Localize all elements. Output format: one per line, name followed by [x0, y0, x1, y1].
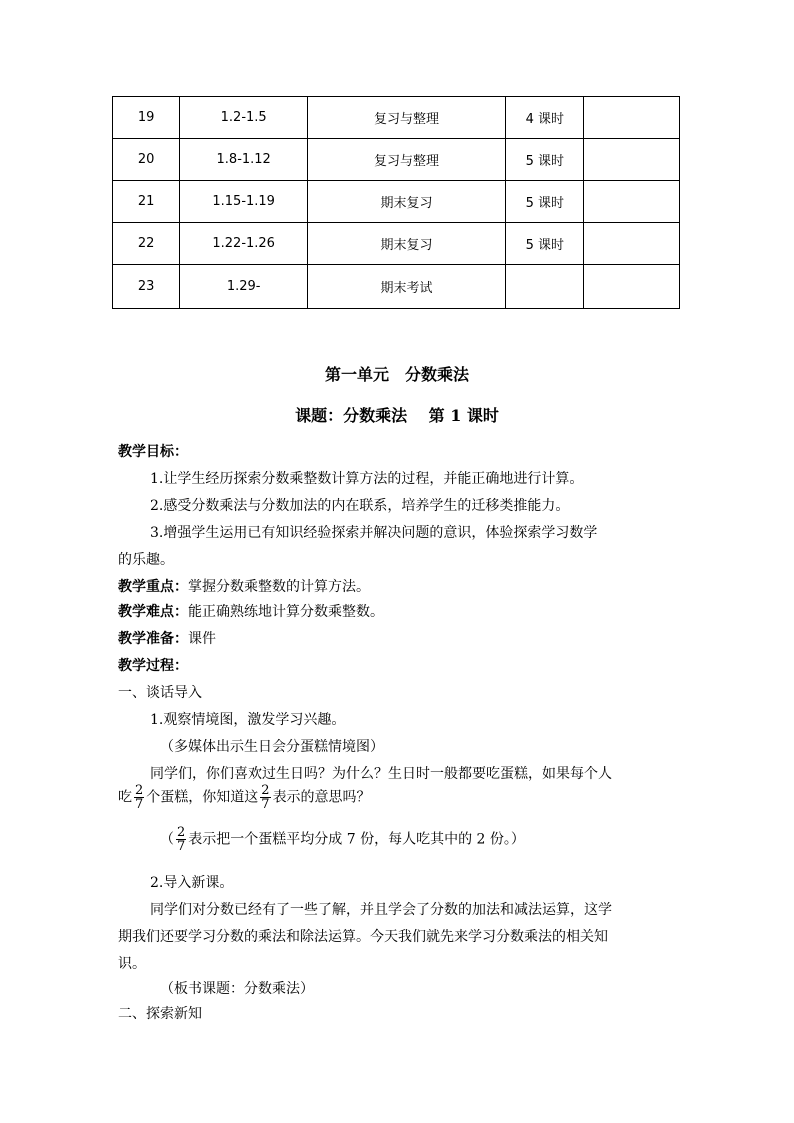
table-row	[113, 97, 680, 139]
media-note: （多媒体出示生日会分蛋糕情境图）	[160, 739, 384, 755]
table-row	[113, 223, 680, 265]
objective-item: 2.感受分数乘法与分数加法的内在联系，培养学生的迁移类推能力。	[150, 498, 570, 514]
hours-cell: 5 课时	[506, 139, 584, 181]
table-row	[113, 265, 680, 309]
week-cell: 19	[113, 97, 180, 139]
dates-cell: 1.2-1.5	[180, 97, 308, 139]
fraction: $\frac{2}{7}$	[261, 783, 270, 812]
content-cell: 期末复习	[308, 181, 506, 223]
intro-line: 同学们对分数已经有了一些了解，并且学会了分数的加法和减法运算，这学	[150, 902, 612, 918]
week-cell: 22	[113, 223, 180, 265]
difficulty: 教学难点：能正确熟练地计算分数乘整数。	[118, 604, 384, 620]
section-heading: 一、谈话导入	[118, 685, 202, 701]
hours-cell: 5 课时	[506, 223, 584, 265]
intro-line: 期我们还要学习分数的乘法和除法运算。今天我们就先来学习分数乘法的相关知	[118, 929, 608, 945]
dialog-line: 同学们，你们喜欢过生日吗？为什么？生日时一般都要吃蛋糕，如果每个人	[150, 766, 612, 782]
board-note: （板书课题：分数乘法）	[160, 981, 314, 997]
schedule-table	[112, 96, 680, 309]
table-row	[113, 181, 680, 223]
dates-cell: 1.8-1.12	[180, 139, 308, 181]
hours-cell: 4 课时	[506, 97, 584, 139]
note-cell	[584, 181, 680, 223]
objective-item: 1.让学生经历探索分数乘整数计算方法的过程，并能正确地进行计算。	[150, 471, 584, 487]
week-cell: 23	[113, 265, 180, 309]
content-cell: 期末复习	[308, 223, 506, 265]
key-point: 教学重点：掌握分数乘整数的计算方法。	[118, 579, 370, 595]
unit-title: 第一单元 分数乘法	[324, 365, 469, 384]
dates-cell: 1.29-	[180, 265, 308, 309]
week-cell: 21	[113, 181, 180, 223]
objective-item: 的乐趣。	[118, 552, 174, 568]
objectives-heading: 教学目标：	[118, 444, 188, 460]
answer-line: （ $\frac{2}{7}$ 表示把一个蛋糕平均分成 7 份，每人吃其中的 2 份。）	[160, 825, 525, 854]
fraction: $\frac{2}{7}$	[135, 783, 144, 812]
note-cell	[584, 223, 680, 265]
dates-cell: 1.22-1.26	[180, 223, 308, 265]
dialog-line: 吃 $\frac{2}{7}$ 个蛋糕，你知道这 $\frac{2}{7}$ 表示的意思吗？	[118, 783, 371, 812]
section-heading: 二、探索新知	[118, 1006, 202, 1022]
week-cell: 20	[113, 139, 180, 181]
objective-item: 3.增强学生运用已有知识经验探索并解决问题的意识，体验探索学习数学	[150, 525, 598, 541]
dates-cell: 1.15-1.19	[180, 181, 308, 223]
hours-cell: 5 课时	[506, 181, 584, 223]
table-row	[113, 139, 680, 181]
note-cell	[584, 265, 680, 309]
content-cell: 复习与整理	[308, 97, 506, 139]
process-heading: 教学过程：	[118, 658, 188, 674]
preparation: 教学准备：课件	[118, 631, 216, 647]
step-item: 1.观察情境图，激发学习兴趣。	[150, 712, 346, 728]
content-cell: 复习与整理	[308, 139, 506, 181]
hours-cell	[506, 265, 584, 309]
content-cell: 期末考试	[308, 265, 506, 309]
fraction: $\frac{2}{7}$	[177, 825, 186, 854]
lesson-title: 课题：分数乘法 第 1 课时	[295, 406, 499, 425]
intro-line: 识。	[118, 956, 146, 972]
note-cell	[584, 97, 680, 139]
note-cell	[584, 139, 680, 181]
step-item: 2.导入新课。	[150, 875, 234, 891]
